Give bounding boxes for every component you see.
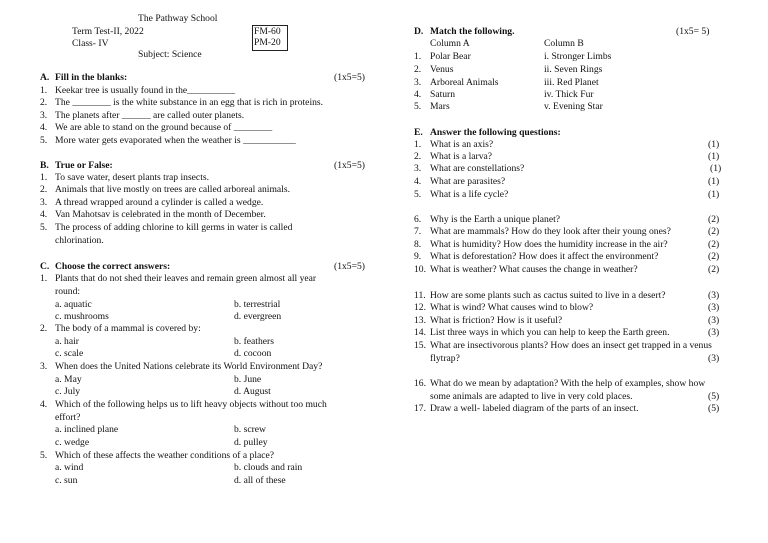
a-item-text: Keekar tree is usually found in the__________ <box>55 85 236 96</box>
b-item-num: 3. <box>40 197 48 208</box>
section-b-letter: B. <box>40 160 49 171</box>
e-item-marks: (3) <box>708 302 720 313</box>
e-item-num: 13. <box>414 315 426 326</box>
e-item-num: 3. <box>414 163 422 174</box>
c-option: c. sun <box>55 475 78 486</box>
full-marks: FM-60 <box>254 26 281 37</box>
section-d-title: Match the following. <box>430 26 515 37</box>
e-item-text: What are constellations? <box>430 163 525 174</box>
e-item-text: What are mammals? How do they look after their young ones? <box>430 226 671 237</box>
e-item-marks: (1) <box>708 189 720 200</box>
b-item-text: To save water, desert plants trap insects. <box>55 172 209 183</box>
c-option: a. May <box>55 374 82 385</box>
c-q-text: The body of a mammal is covered by: <box>55 323 201 334</box>
e-item-num: 4. <box>414 176 422 187</box>
a-item-text: We are able to stand on the ground because of ________ <box>55 122 273 133</box>
e-item-text: What is weather? What causes the change in weather? <box>430 264 638 275</box>
e-item-marks: (1) <box>708 139 720 150</box>
match-num: 1. <box>414 51 422 62</box>
section-c-marks: (1x5=5) <box>334 261 365 272</box>
column-b-header: Column B <box>544 38 584 49</box>
c-q-text-cont: effort? <box>55 412 81 423</box>
a-item-text: The planets after ______ are called outer planets. <box>55 110 245 121</box>
e-item-num: 17. <box>414 403 426 414</box>
c-q-num: 4. <box>40 399 48 410</box>
e-item-text: What is an axis? <box>430 139 494 150</box>
c-q-num: 1. <box>40 273 48 284</box>
e-item-num: 16. <box>414 378 426 389</box>
b-item-text: A thread wrapped around a cylinder is called a wedge. <box>55 197 264 208</box>
e-item-marks: (2) <box>708 239 720 250</box>
section-c-letter: C. <box>40 261 50 272</box>
subject-label: Subject: Science <box>138 49 202 60</box>
e-item-marks: (2) <box>708 264 720 275</box>
e-item-text: What are parasites? <box>430 176 506 187</box>
match-col-b: iv. Thick Fur <box>544 89 594 100</box>
c-option: d. all of these <box>234 475 286 486</box>
a-item-num: 4. <box>40 122 48 133</box>
c-option: a. aquatic <box>55 299 92 310</box>
e-item-marks: (1) <box>710 163 722 174</box>
term-title: Term Test-II, 2022 <box>72 26 144 37</box>
match-col-a: Saturn <box>430 89 456 100</box>
e-item-text: What is wind? What causes wind to blow? <box>430 302 594 313</box>
c-q-text: When does the United Nations celebrate its World Environment Day? <box>55 361 323 372</box>
match-col-b: iii. Red Planet <box>544 77 599 88</box>
e-item-num: 2. <box>414 151 422 162</box>
match-col-a: Polar Bear <box>430 51 471 62</box>
e-item-num: 12. <box>414 302 426 313</box>
match-num: 3. <box>414 77 422 88</box>
e-item-text-cont: some animals are adapted to live in very cold places. <box>430 391 633 402</box>
pass-marks: PM-20 <box>254 37 281 48</box>
e-item-num: 15. <box>414 340 426 351</box>
e-item-text: Why is the Earth a unique planet? <box>430 214 561 225</box>
e-item-marks: (3) <box>708 290 720 301</box>
c-option: c. wedge <box>55 437 90 448</box>
e-item-num: 7. <box>414 226 422 237</box>
e-item-num: 14. <box>414 327 426 338</box>
e-item-marks: (1) <box>708 151 720 162</box>
column-a-header: Column A <box>430 38 470 49</box>
e-item-marks: (3) <box>708 327 720 338</box>
class-label: Class- IV <box>72 38 109 49</box>
c-option: d. cocoon <box>234 348 272 359</box>
match-num: 2. <box>414 64 422 75</box>
c-option: c. mushrooms <box>55 311 109 322</box>
section-d-marks: (1x5= 5) <box>676 26 710 37</box>
c-q-num: 2. <box>40 323 48 334</box>
c-option: a. inclined plane <box>55 424 119 435</box>
e-item-num: 11. <box>414 290 426 301</box>
e-item-text: What is a life cycle? <box>430 189 509 200</box>
school-name: The Pathway School <box>138 13 218 24</box>
c-option: d. August <box>234 386 271 397</box>
section-e-letter: E. <box>414 127 423 138</box>
a-item-num: 3. <box>40 110 48 121</box>
c-option: a. wind <box>55 462 84 473</box>
section-c-title: Choose the correct answers: <box>55 261 171 272</box>
e-item-num: 1. <box>414 139 422 150</box>
e-item-text: What are insectivorous plants? How does an insect get trapped in a venus <box>430 340 712 351</box>
c-option: b. screw <box>234 424 266 435</box>
section-e-title: Answer the following questions: <box>430 127 561 138</box>
a-item-text: The ________ is the white substance in an egg that is rich in proteins. <box>55 97 324 108</box>
match-col-b: ii. Seven Rings <box>544 64 603 75</box>
c-option: b. clouds and rain <box>234 462 303 473</box>
e-item-marks: (3) <box>708 315 720 326</box>
c-q-text: Which of these affects the weather conditions of a place? <box>55 450 275 461</box>
section-d-letter: D. <box>414 26 424 37</box>
match-col-a: Mars <box>430 101 450 112</box>
match-col-a: Venus <box>430 64 454 75</box>
e-item-num: 5. <box>414 189 422 200</box>
e-item-marks: (1) <box>708 176 720 187</box>
c-q-num: 5. <box>40 450 48 461</box>
section-a-marks: (1x5=5) <box>334 72 365 83</box>
c-q-text: Which of the following helps us to lift heavy objects without too much <box>55 399 327 410</box>
c-option: b. feathers <box>234 336 274 347</box>
match-num: 4. <box>414 89 422 100</box>
e-item-marks: (5) <box>708 391 720 402</box>
a-item-text: More water gets evaporated when the weather is ___________ <box>55 135 296 146</box>
e-item-num: 10. <box>414 264 426 275</box>
section-b-marks: (1x5=5) <box>334 160 365 171</box>
section-a-letter: A. <box>40 72 50 83</box>
c-q-num: 3. <box>40 361 48 372</box>
match-col-b: v. Evening Star <box>544 101 603 112</box>
match-col-a: Arboreal Animals <box>430 77 499 88</box>
marks-box <box>252 25 288 51</box>
e-item-text: Draw a well- labeled diagram of the parts of an insect. <box>430 403 639 414</box>
c-option: b. terrestrial <box>234 299 281 310</box>
c-option: d. pulley <box>234 437 268 448</box>
e-item-text: What is humidity? How does the humidity increase in the air? <box>430 239 668 250</box>
a-item-num: 5. <box>40 135 48 146</box>
match-num: 5. <box>414 101 422 112</box>
c-option: d. evergreen <box>234 311 282 322</box>
c-q-text-cont: round: <box>55 286 81 297</box>
e-item-text: List three ways in which you can help to keep the Earth green. <box>430 327 670 338</box>
e-item-num: 9. <box>414 251 422 262</box>
c-option: a. hair <box>55 336 79 347</box>
c-option: c. July <box>55 386 81 397</box>
b-item-num: 2. <box>40 184 48 195</box>
b-item-num: 4. <box>40 209 48 220</box>
b-item-text: Animals that live mostly on trees are called arboreal animals. <box>55 184 290 195</box>
match-col-b: i. Stronger Limbs <box>544 51 612 62</box>
c-q-text: Plants that do not shed their leaves and remain green almost all year <box>55 273 317 284</box>
e-item-num: 8. <box>414 239 422 250</box>
e-item-num: 6. <box>414 214 422 225</box>
e-item-marks: (5) <box>708 403 720 414</box>
e-item-text: What is a larva? <box>430 151 493 162</box>
e-item-marks: (2) <box>708 214 720 225</box>
e-item-marks: (2) <box>708 226 720 237</box>
b-item-num: 5. <box>40 222 48 233</box>
e-item-text: How are some plants such as cactus suited to live in a desert? <box>430 290 666 301</box>
a-item-num: 1. <box>40 85 48 96</box>
e-item-marks: (3) <box>708 353 720 364</box>
c-option: b. June <box>234 374 262 385</box>
b-item-text: Van Mahotsav is celebrated in the month of December. <box>55 209 266 220</box>
section-a-title: Fill in the blanks: <box>55 72 128 83</box>
section-b-title: True or False: <box>55 160 113 171</box>
b-item-num: 1. <box>40 172 48 183</box>
c-option: c. scale <box>55 348 84 359</box>
e-item-text: What is friction? How is it useful? <box>430 315 563 326</box>
e-item-text: What is deforestation? How does it affect the environment? <box>430 251 659 262</box>
e-item-text: What do we mean by adaptation? With the help of examples, show how <box>430 378 706 389</box>
b-item-text-cont: chlorination. <box>55 235 104 246</box>
e-item-marks: (2) <box>708 251 720 262</box>
e-item-text-cont: flytrap? <box>430 353 460 364</box>
b-item-text: The process of adding chlorine to kill germs in water is called <box>55 222 293 233</box>
a-item-num: 2. <box>40 97 48 108</box>
